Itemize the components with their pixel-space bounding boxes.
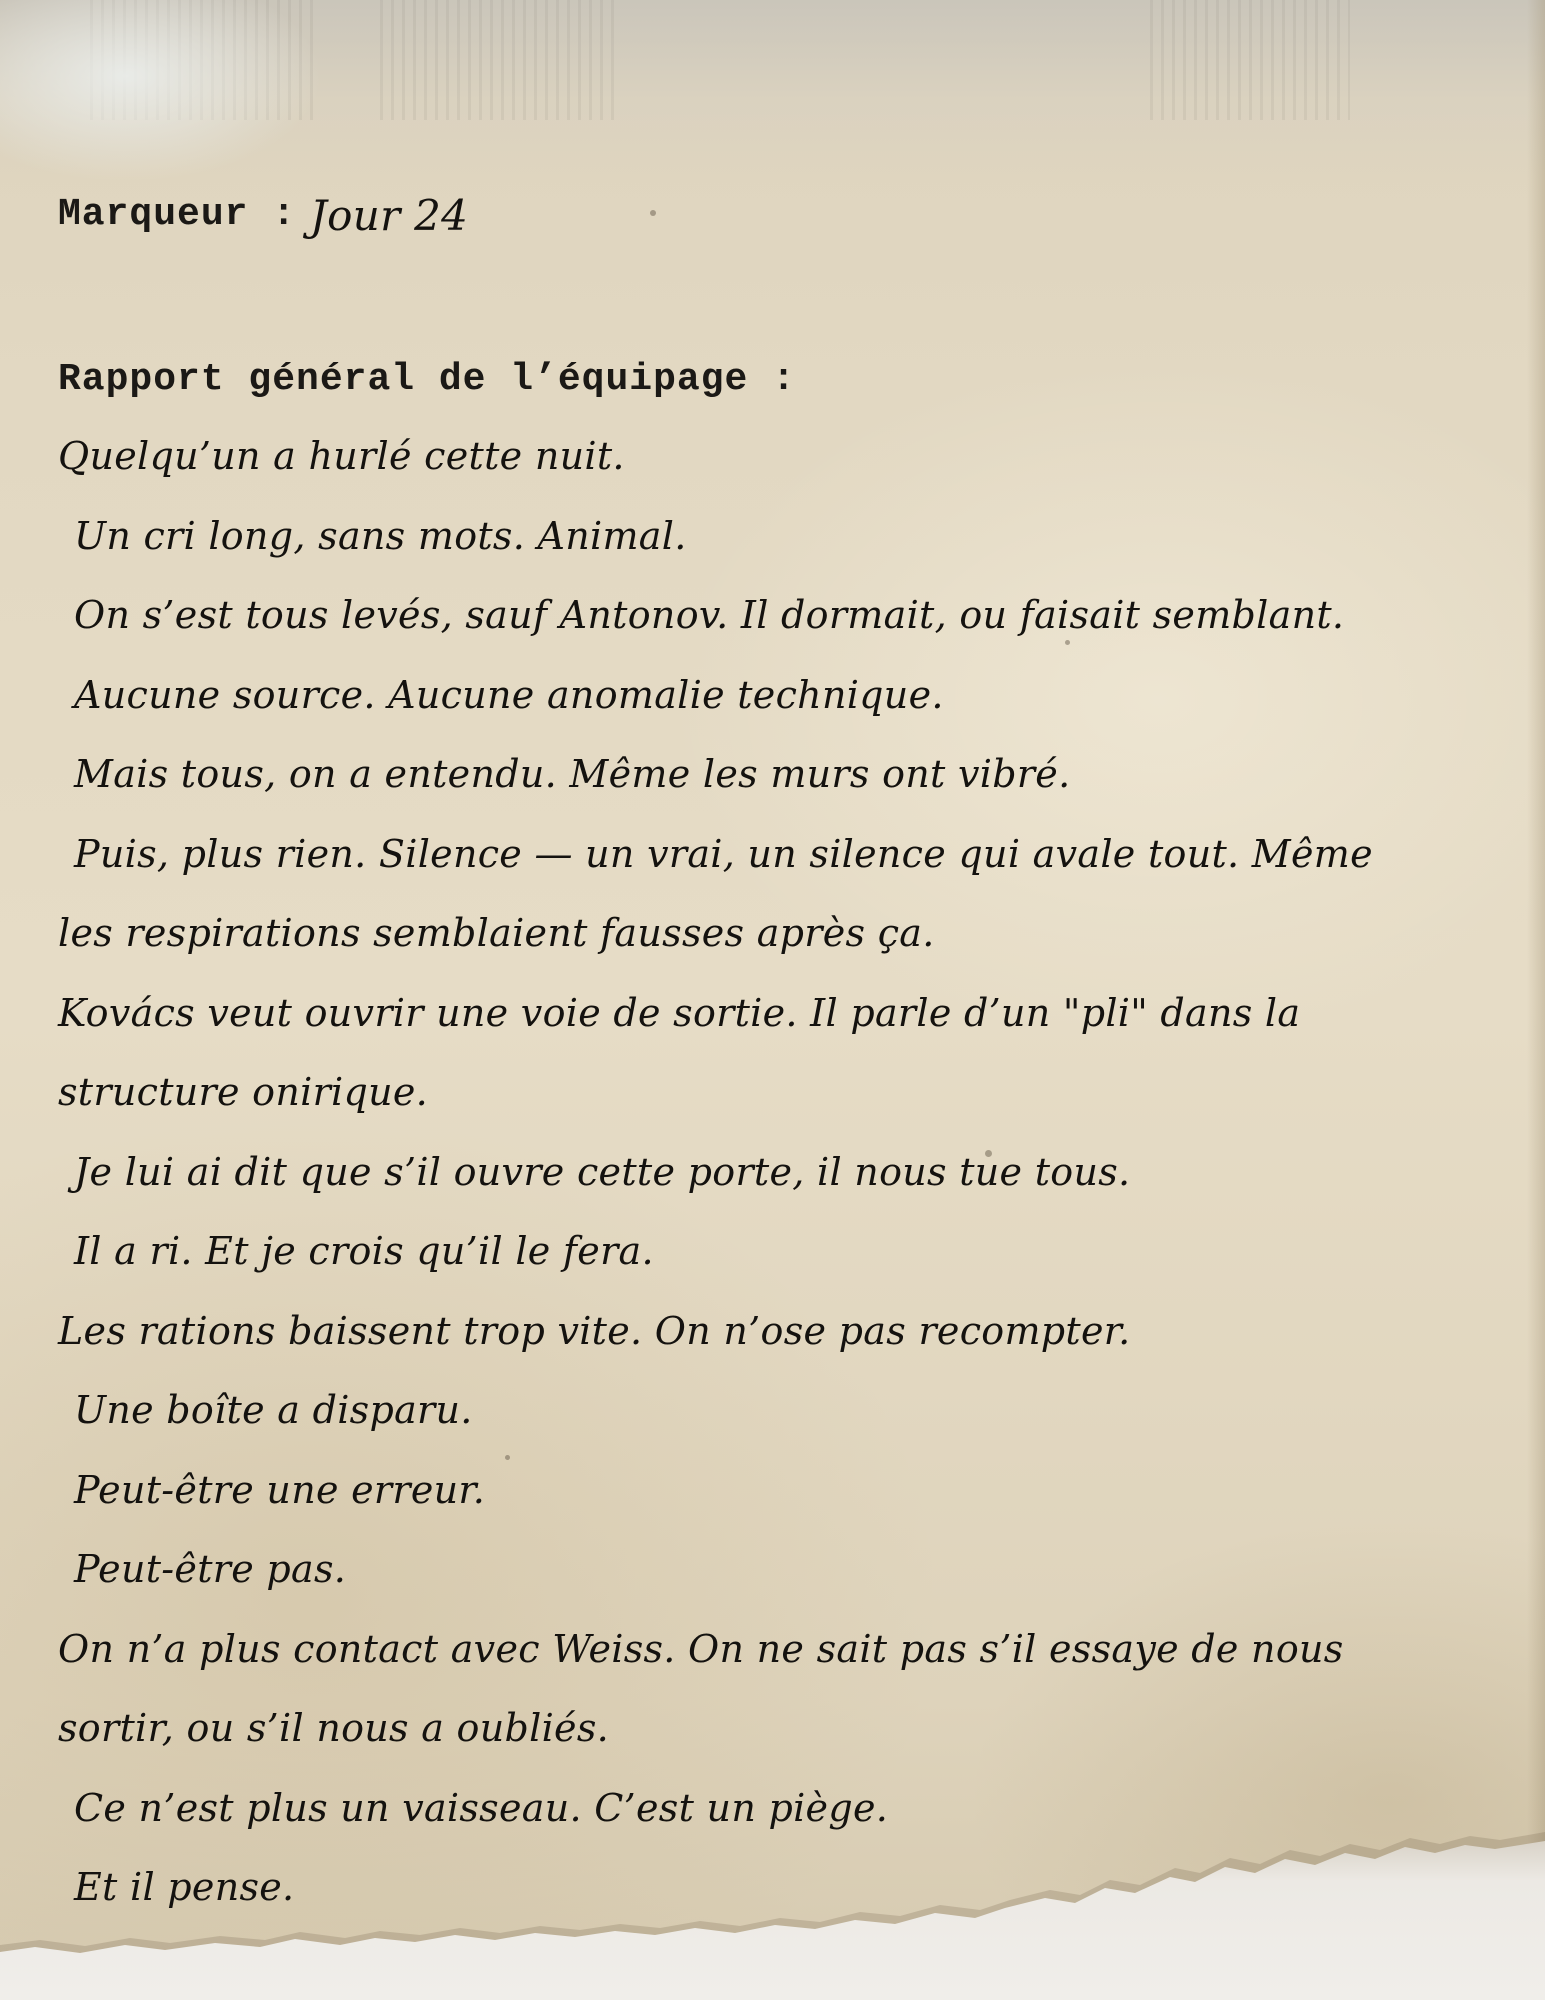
report-body: [58, 417, 1498, 1928]
report-line: On s’est tous levés, sauf Antonov. Il dormait, ou faisait semblant.: [74, 593, 1345, 637]
report-line: Puis, plus rien. Silence — un vrai, un silence qui avale tout. Même: [74, 831, 1373, 876]
report-label: Rapport général de l’équipage :: [58, 358, 796, 401]
paper-stain: [0, 0, 420, 190]
paper-speck: [650, 210, 656, 216]
report-line: Ce n’est plus un vaisseau. C’est un piège.: [74, 1785, 889, 1830]
report-line: Aucune source. Aucune anomalie technique.: [74, 672, 944, 717]
report-line: Mais tous, on a entendu. Même les murs ont vibré.: [74, 752, 1071, 796]
report-line: Je lui ai dit que s’il ouvre cette porte, il nous tue tous.: [74, 1149, 1131, 1194]
report-line: Kovács veut ouvrir une voie de sortie. Il parle d’un "pli" dans la: [58, 990, 1301, 1035]
report-line: Et il pense.: [74, 1865, 295, 1909]
report-line: Les rations baissent trop vite. On n’ose pas recompter.: [58, 1308, 1131, 1353]
newspaper-fragment: [1150, 0, 1350, 120]
report-line: Un cri long, sans mots. Animal.: [74, 513, 687, 558]
report-line: les respirations semblaient fausses après ça.: [58, 911, 935, 955]
marker-label: Marqueur :: [58, 193, 297, 236]
report-line: structure onirique.: [58, 1070, 429, 1114]
report-line: Une boîte a disparu.: [74, 1388, 473, 1432]
report-line: Quelqu’un a hurlé cette nuit.: [58, 434, 625, 478]
marker-value: Jour 24: [310, 191, 469, 240]
paper-edge-shadow: [1527, 0, 1545, 2000]
torn-paper-edge: [0, 1740, 1545, 2000]
report-line: Il a ri. Et je crois qu’il le fera.: [74, 1229, 654, 1273]
report-line: On n’a plus contact avec Weiss. On ne sait pas s’il essaye de nous: [58, 1626, 1344, 1671]
report-line: Peut-être pas.: [74, 1547, 347, 1591]
marker-line: [58, 185, 468, 245]
report-line: Peut-être une erreur.: [74, 1467, 486, 1512]
report-line: sortir, ou s’il nous a oubliés.: [58, 1706, 610, 1750]
